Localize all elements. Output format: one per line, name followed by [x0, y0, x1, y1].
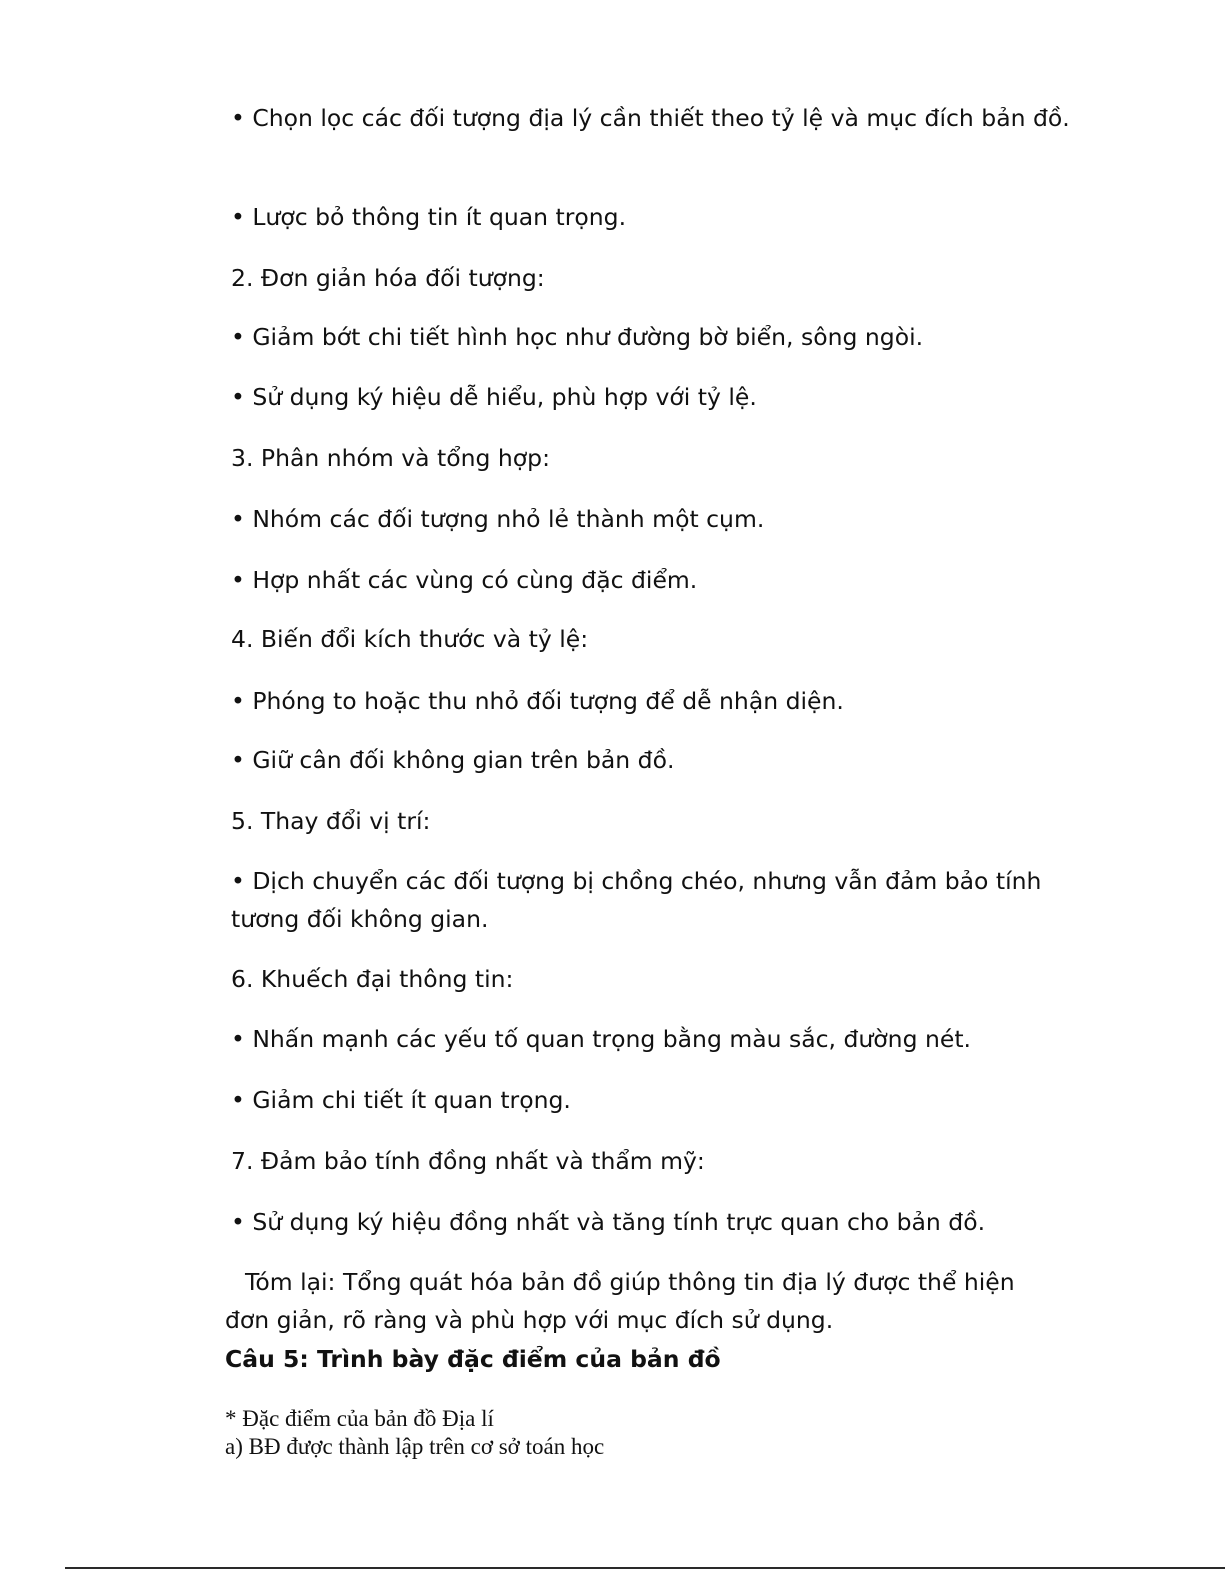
bullet-move-overlapping: • Dịch chuyển các đối tượng bị chồng chéo, nhưng vẫn đảm bảo tính tương đối không gian. [231, 867, 1042, 933]
bullet-merge-areas: • Hợp nhất các vùng có cùng đặc điểm. [231, 566, 698, 594]
serif-line-math-basis: a) BĐ được thành lập trên cơ sở toán học [225, 1434, 605, 1459]
summary-paragraph: Tóm lại: Tổng quát hóa bản đồ giúp thông tin địa lý được thể hiện đơn giản, rõ ràng và phù hợp với mục đích sử dụng. [225, 1268, 1015, 1334]
bullet-group-objects: • Nhóm các đối tượng nhỏ lẻ thành một cụm. [231, 505, 765, 533]
bullet-reduce-minor: • Giảm chi tiết ít quan trọng. [231, 1086, 571, 1114]
bullet-omit-info: • Lược bỏ thông tin ít quan trọng. [231, 203, 627, 231]
section-heading-4: 4. Biến đổi kích thước và tỷ lệ: [231, 625, 589, 653]
bullet-select-objects: • Chọn lọc các đối tượng địa lý cần thiết theo tỷ lệ và mục đích bản đồ. [231, 104, 1070, 132]
serif-line-characteristics: * Đặc điểm của bản đồ Địa lí [225, 1406, 494, 1431]
section-heading-2: 2. Đơn giản hóa đối tượng: [231, 264, 545, 292]
bullet-balance-space: • Giữ cân đối không gian trên bản đồ. [231, 746, 675, 774]
section-heading-5: 5. Thay đổi vị trí: [231, 807, 431, 835]
section-heading-7: 7. Đảm bảo tính đồng nhất và thẩm mỹ: [231, 1147, 705, 1175]
section-heading-3: 3. Phân nhóm và tổng hợp: [231, 444, 551, 472]
bullet-use-symbols: • Sử dụng ký hiệu dễ hiểu, phù hợp với tỷ lệ. [231, 383, 757, 411]
bullet-reduce-detail: • Giảm bớt chi tiết hình học như đường bờ biển, sông ngòi. [231, 323, 924, 351]
bullet-uniform-symbols: • Sử dụng ký hiệu đồng nhất và tăng tính trực quan cho bản đồ. [231, 1208, 986, 1236]
bullet-resize: • Phóng to hoặc thu nhỏ đối tượng để dễ nhận diện. [231, 687, 844, 715]
page-bottom-divider [65, 1567, 1225, 1569]
section-heading-6: 6. Khuếch đại thông tin: [231, 965, 514, 993]
bullet-emphasize: • Nhấn mạnh các yếu tố quan trọng bằng màu sắc, đường nét. [231, 1025, 971, 1053]
question-heading: Câu 5: Trình bày đặc điểm của bản đồ [225, 1345, 721, 1373]
